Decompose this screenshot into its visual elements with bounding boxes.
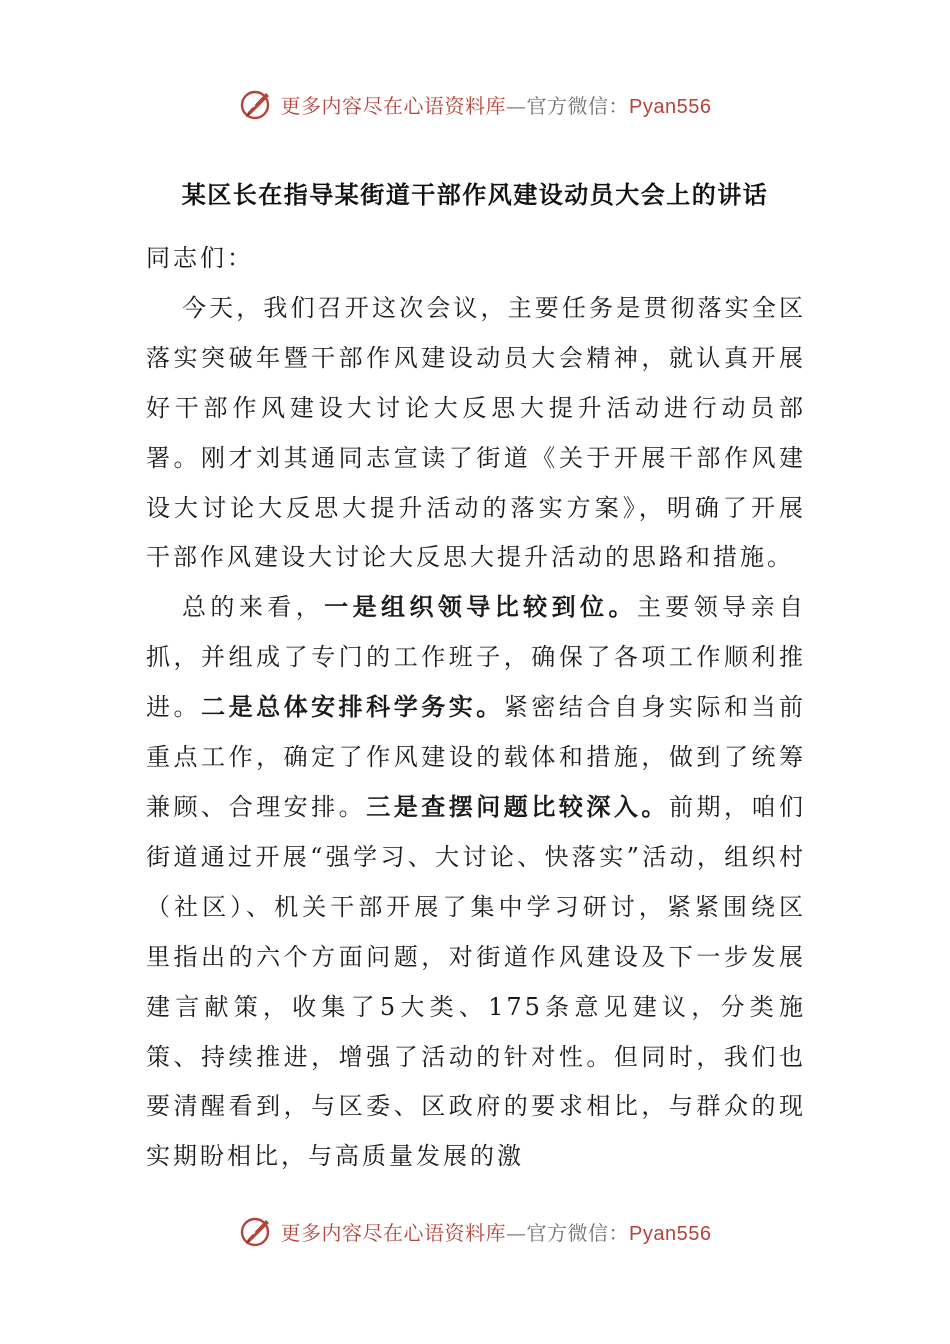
point-3-text: 前期，咱们街道通过开展“强学习、大讨论、快落实”活动，组织村（社区）、机关干部开展了集中学习研讨，紧紧围绕区里指出的六个方面问题，对街道作风建设及下一步发展建言献策，收集了5大类、175条意见建议，分类施策、持续推进，增强了活动的针对性。但同时，我们也要清醒看到，与区委、区政府的要求相比，与群众的现实期盼相比，与高质量发展的激 bbox=[146, 792, 807, 1171]
document-title: 某区长在指导某街道干部作风建设动员大会上的讲话 bbox=[181, 181, 769, 209]
point-1-heading: 一是组织领导比较到位。 bbox=[324, 593, 637, 622]
watermark-wechat-label: 官方微信： bbox=[526, 93, 630, 118]
salutation: 同志们： bbox=[146, 244, 254, 272]
paragraph-2-intro: 总的来看， bbox=[182, 593, 325, 622]
pen-circle-logo-icon bbox=[239, 87, 273, 121]
watermark-wechat-label: 官方微信： bbox=[526, 1220, 630, 1245]
watermark-text bbox=[281, 90, 712, 119]
watermark-wechat-id: Pyan556 bbox=[629, 1222, 712, 1245]
watermark-main: 更多内容尽在心语资料库 bbox=[280, 93, 507, 118]
paragraph-1: 今天，我们召开这次会议，主要任务是贯彻落实全区落实突破年暨干部作风建设动员大会精神，就认真开展好干部作风建设大讨论大反思大提升活动进行动员部署。刚才刘其通同志宣读了街道《关于开展干部作风建设大讨论大反思大提升活动的落实方案》，明确了开展干部作风建设大讨论大反思大提升活动的思路和措施。 bbox=[146, 293, 806, 572]
watermark-separator: — bbox=[506, 1220, 527, 1245]
point-2-heading: 二是总体安排科学务实。 bbox=[201, 693, 504, 722]
watermark-separator: — bbox=[506, 93, 527, 118]
watermark-main: 更多内容尽在心语资料库 bbox=[280, 1220, 507, 1245]
footer-watermark bbox=[0, 1211, 950, 1251]
watermark-text bbox=[281, 1217, 712, 1246]
document-body bbox=[146, 234, 806, 1182]
point-1-text: 主要领导亲自抓，并组成了专门的工作班子，确保了各项工作顺利推进。 bbox=[146, 593, 807, 722]
point-2-text: 紧密结合自身实际和当前重点工作，确定了作风建设的载体和措施，做到了统筹兼顾、合理安排。 bbox=[146, 693, 807, 821]
watermark-wechat-id: Pyan556 bbox=[629, 95, 712, 118]
pen-circle-logo-icon bbox=[239, 1214, 273, 1248]
paragraph-2 bbox=[146, 583, 806, 1182]
point-3-heading: 三是查摆问题比较深入。 bbox=[366, 792, 669, 821]
header-watermark bbox=[0, 84, 950, 124]
